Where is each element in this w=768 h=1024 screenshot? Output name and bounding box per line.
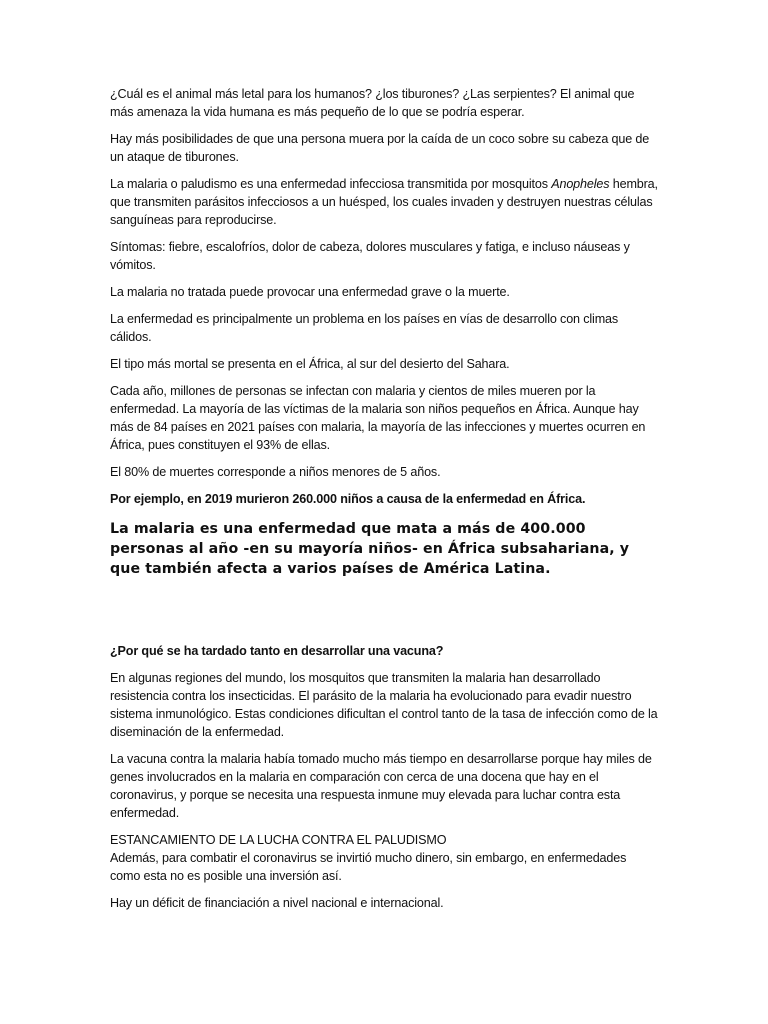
definition-text-end: hembra, que transmiten parásitos infecciosos a un huésped, los cuales invaden y destruyen nuestras células sanguíneas para reproducirse.: [110, 177, 658, 227]
intro-paragraph: ¿Cuál es el animal más letal para los humanos? ¿los tiburones? ¿Las serpientes? El animal que más amenaza la vida humana es más pequeño de lo que se podría esperar.: [110, 87, 635, 119]
example-bold-paragraph: Por ejemplo, en 2019 murieron 260.000 niños a causa de la enfermedad en África.: [110, 492, 586, 506]
statistics-paragraph: Cada año, millones de personas se infectan con malaria y cientos de miles mueren por la enfermedad. La mayoría de las víctimas de la malaria son niños pequeños en África. Aunque hay más de 84 países en 2021 países con malaria, la mayoría de las infecciones y muertes ocurren en África, pues constituyen el 93% de ellas.: [110, 384, 646, 452]
funding-deficit-paragraph: Hay un déficit de financiación a nivel nacional e internacional.: [110, 896, 444, 910]
document-page: [110, 85, 658, 921]
species-name: Anopheles: [551, 177, 610, 191]
definition-paragraph: [110, 175, 658, 229]
investment-paragraph: Además, para combatir el coronavirus se invirtió mucho dinero, sin embargo, en enfermedades como esta no es posible una inversión así.: [110, 851, 627, 883]
resistance-paragraph: En algunas regiones del mundo, los mosquitos que transmiten la malaria han desarrollado resistencia contra los insecticidas. El parásito de la malaria ha evolucionado para evadir nuestro sistema inmunológico. Estas condiciones dificultan el control tanto de la tasa de infección como de la diseminación de la enfermedad.: [110, 671, 658, 739]
genes-paragraph: La vacuna contra la malaria había tomado mucho más tiempo en desarrollarse porque hay miles de genes involucrados en la malaria en comparación con cerca de una docena que hay en el coronavirus, y porque se necesita una respuesta inmune muy elevada para luchar contra esta enfermedad.: [110, 752, 652, 820]
sahara-paragraph: El tipo más mortal se presenta en el África, al sur del desierto del Sahara.: [110, 357, 510, 371]
coconut-paragraph: Hay más posibilidades de que una persona muera por la caída de un coco sobre su cabeza que de un ataque de tiburones.: [110, 132, 650, 164]
children-deaths-paragraph: El 80% de muertes corresponde a niños menores de 5 años.: [110, 465, 441, 479]
stagnation-heading: ESTANCAMIENTO DE LA LUCHA CONTRA EL PALUDISMO: [110, 833, 447, 847]
blank-space: [110, 579, 658, 642]
highlight-paragraph: La malaria es una enfermedad que mata a más de 400.000 personas al año -en su mayoría niños- en África subsahariana, y que también afecta a varios países de América Latina.: [110, 521, 630, 577]
symptoms-paragraph: Síntomas: fiebre, escalofríos, dolor de cabeza, dolores musculares y fatiga, e incluso náuseas y vómitos.: [110, 240, 630, 272]
untreated-paragraph: La malaria no tratada puede provocar una enfermedad grave o la muerte.: [110, 285, 510, 299]
vaccine-question-heading: ¿Por qué se ha tardado tanto en desarrollar una vacuna?: [110, 644, 444, 658]
climate-paragraph: La enfermedad es principalmente un problema en los países en vías de desarrollo con climas cálidos.: [110, 312, 619, 344]
definition-text-start: La malaria o paludismo es una enfermedad infecciosa transmitida por mosquitos: [110, 177, 552, 191]
